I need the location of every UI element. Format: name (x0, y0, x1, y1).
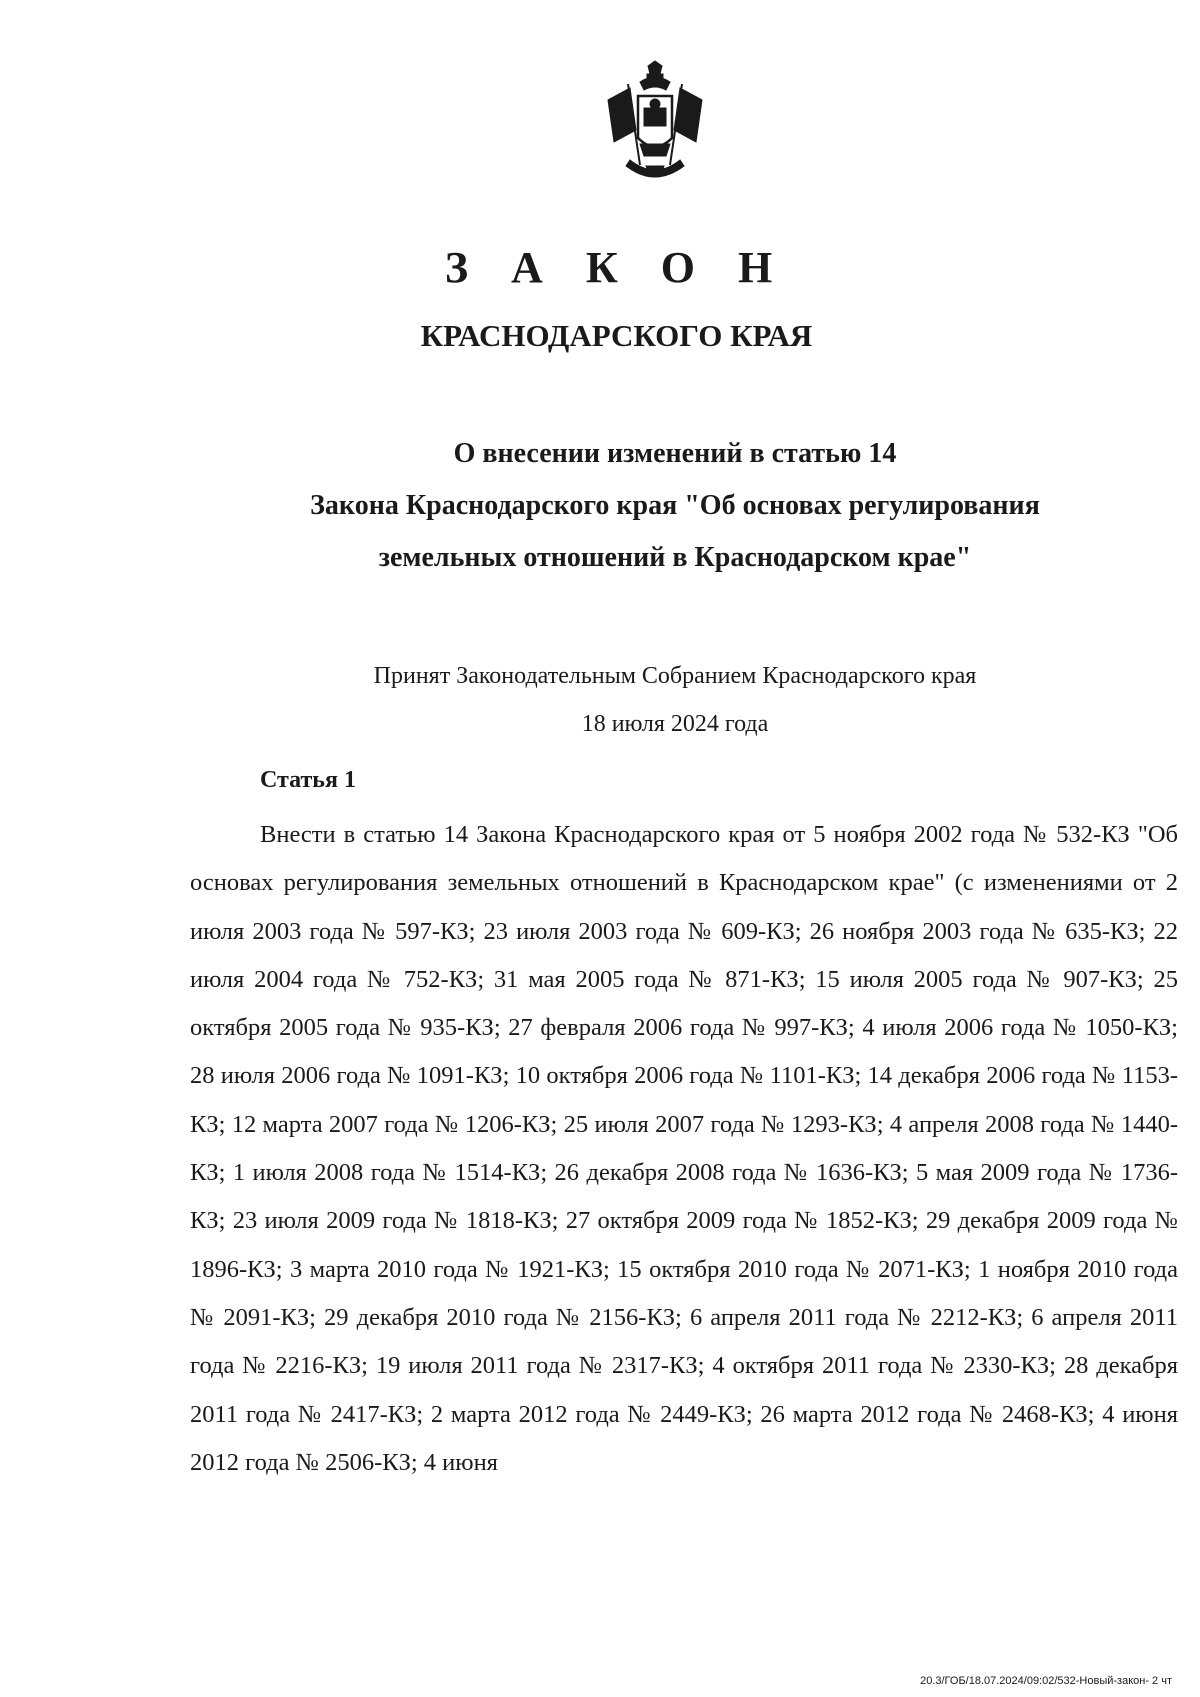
adoption-statement (240, 652, 1110, 748)
adoption-line: Принят Законодательным Собранием Краснодарского края (373, 663, 977, 689)
law-heading (240, 428, 1110, 584)
document-title: З А К О Н (444, 243, 789, 292)
heading-line: Закона Краснодарского края "Об основах регулирования (310, 490, 1040, 521)
adoption-date: 18 июля 2024 года (581, 711, 769, 737)
document-subtitle: КРАСНОДАРСКОГО КРАЯ (420, 318, 813, 353)
article-title: Статья 1 (260, 767, 356, 793)
heading-line: земельных отношений в Краснодарском крае" (378, 542, 972, 573)
document-footer-code: 20.3/ГОБ/18.07.2024/09:02/532-Новый-закон- 2 чт (920, 1675, 1172, 1687)
coat-of-arms-icon (600, 60, 710, 185)
heading-line: О внесении изменений в статью 14 (453, 438, 897, 469)
article-body: Внести в статью 14 Закона Краснодарского края от 5 ноября 2002 года № 532-КЗ "Об основах регулирования земельных отношений в Краснодарском крае" (с изменениями от 2 июля 2003 года № 597-КЗ; 23 июля 2003 года № 609-КЗ; 26 ноября 2003 года № 635-КЗ; 22 июля 2004 года № 752-КЗ; 31 мая 2005 года № 871-КЗ; 15 июля 2005 года № 907-КЗ; 25 октября 2005 года № 935-КЗ; 27 февраля 2006 года № 997-КЗ; 4 июля 2006 года № 1050-КЗ; 28 июля 2006 года № 1091-КЗ; 10 октября 2006 года № 1101-КЗ; 14 декабря 2006 года № 1153-КЗ; 12 марта 2007 года № 1206-КЗ; 25 июля 2007 года № 1293-КЗ; 4 апреля 2008 года № 1440-КЗ; 1 июля 2008 года № 1514-КЗ; 26 декабря 2008 года № 1636-КЗ; 5 мая 2009 года № 1736-КЗ; 23 июля 2009 года № 1818-КЗ; 27 октября 2009 года № 1852-КЗ; 29 декабря 2009 года № 1896-КЗ; 3 марта 2010 года № 1921-КЗ; 15 октября 2010 года № 2071-КЗ; 1 ноября 2010 года № 2091-КЗ; 29 декабря 2010 года № 2156-КЗ; 6 апреля 2011 года № 2212-КЗ; 6 апреля 2011 года № 2216-КЗ; 19 июля 2011 года № 2317-КЗ; 4 октября 2011 года № 2330-КЗ; 28 декабря 2011 года № 2417-КЗ; 2 марта 2012 года № 2449-КЗ; 26 марта 2012 года № 2468-КЗ; 4 июня 2012 года № 2506-КЗ; 4 июня (190, 821, 1178, 1476)
